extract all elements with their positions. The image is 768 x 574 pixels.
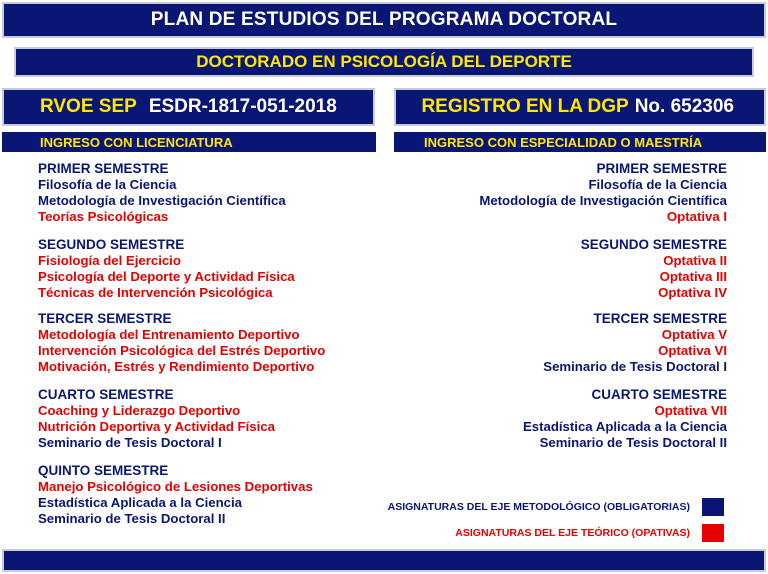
subject-item: Optativa IV	[658, 285, 727, 300]
semester-block	[38, 387, 398, 451]
semester-block	[38, 237, 398, 301]
semester-title: PRIMER SEMESTRE	[38, 161, 169, 176]
subject-item: Psicología del Deporte y Actividad Física	[38, 269, 295, 284]
semester-block	[38, 161, 398, 225]
legend	[388, 497, 724, 549]
subject-item: Optativa VII	[654, 403, 727, 418]
semester-block	[38, 311, 398, 375]
dgp-value: No. 652306	[634, 96, 734, 117]
subject-item: Optativa III	[659, 269, 727, 284]
subject-item: Filosofía de la Ciencia	[588, 177, 727, 192]
semester-block	[367, 237, 727, 301]
program-subtitle: DOCTORADO EN PSICOLOGÍA DEL DEPORTE	[14, 47, 754, 77]
navy-swatch	[702, 498, 724, 516]
right-column-heading: INGRESO CON ESPECIALIDAD O MAESTRÍA	[394, 132, 766, 152]
semester-title: TERCER SEMESTRE	[593, 311, 727, 326]
rvoe-banner	[2, 88, 375, 126]
subject-item: Estadística Aplicada a la Ciencia	[38, 495, 243, 510]
subject-item: Coaching y Liderazgo Deportivo	[38, 403, 241, 418]
semester-title: CUARTO SEMESTRE	[38, 387, 174, 402]
semester-title: PRIMER SEMESTRE	[596, 161, 727, 176]
licenciatura-plan	[38, 161, 398, 527]
semester-title: QUINTO SEMESTRE	[38, 463, 169, 478]
semester-title: CUARTO SEMESTRE	[591, 387, 727, 402]
subject-item: Seminario de Tesis Doctoral II	[539, 435, 727, 450]
subject-item: Optativa I	[666, 209, 727, 224]
subject-item: Seminario de Tesis Doctoral II	[38, 511, 226, 526]
subject-item: Motivación, Estrés y Rendimiento Deportivo	[38, 359, 315, 374]
subject-item: Seminario de Tesis Doctoral I	[38, 435, 222, 450]
semester-block	[38, 463, 398, 527]
left-column-heading: INGRESO CON LICENCIATURA	[2, 132, 376, 152]
subject-item: Nutrición Deportiva y Actividad Física	[38, 419, 275, 434]
subject-item: Metodología del Entrenamiento Deportivo	[38, 327, 300, 342]
subject-item: Fisiología del Ejercicio	[38, 253, 181, 268]
legend-theoretical	[388, 523, 724, 543]
semester-title: TERCER SEMESTRE	[38, 311, 172, 326]
red-swatch	[702, 524, 724, 542]
subject-item: Técnicas de Intervención Psicológica	[38, 285, 273, 300]
semester-title: SEGUNDO SEMESTRE	[580, 237, 727, 252]
legend-methodological	[388, 497, 724, 517]
subject-item: Optativa VI	[658, 343, 727, 358]
semester-title: SEGUNDO SEMESTRE	[38, 237, 185, 252]
legend-methodological-label: ASIGNATURAS DEL EJE METODOLÓGICO (OBLIGATORIAS)	[387, 501, 690, 513]
subject-item: Metodología de Investigación Científica	[38, 193, 286, 208]
dgp-label: REGISTRO EN LA DGP	[421, 96, 629, 117]
semester-block	[367, 311, 727, 375]
subject-item: Optativa V	[661, 327, 727, 342]
legend-theoretical-label: ASIGNATURAS DEL EJE TEÓRICO (OPATIVAS)	[455, 527, 690, 539]
subject-item: Metodología de Investigación Científica	[479, 193, 727, 208]
subject-item: Teorías Psicológicas	[38, 209, 169, 224]
subject-item: Optativa II	[663, 253, 727, 268]
semester-block	[367, 161, 727, 225]
subject-item: Filosofía de la Ciencia	[38, 177, 177, 192]
rvoe-value: ESDR-1817-051-2018	[148, 96, 337, 117]
footer-bar	[2, 549, 766, 572]
semester-block	[367, 387, 727, 451]
subject-item: Estadística Aplicada a la Ciencia	[522, 419, 727, 434]
subject-item: Manejo Psicológico de Lesiones Deportivas	[38, 479, 313, 494]
dgp-banner	[394, 88, 766, 126]
page-title: PLAN DE ESTUDIOS DEL PROGRAMA DOCTORAL	[2, 2, 766, 38]
subject-item: Seminario de Tesis Doctoral I	[543, 359, 727, 374]
subject-item: Intervención Psicológica del Estrés Deportivo	[38, 343, 326, 358]
maestria-plan	[367, 161, 727, 451]
rvoe-label: RVOE SEP	[40, 96, 137, 117]
